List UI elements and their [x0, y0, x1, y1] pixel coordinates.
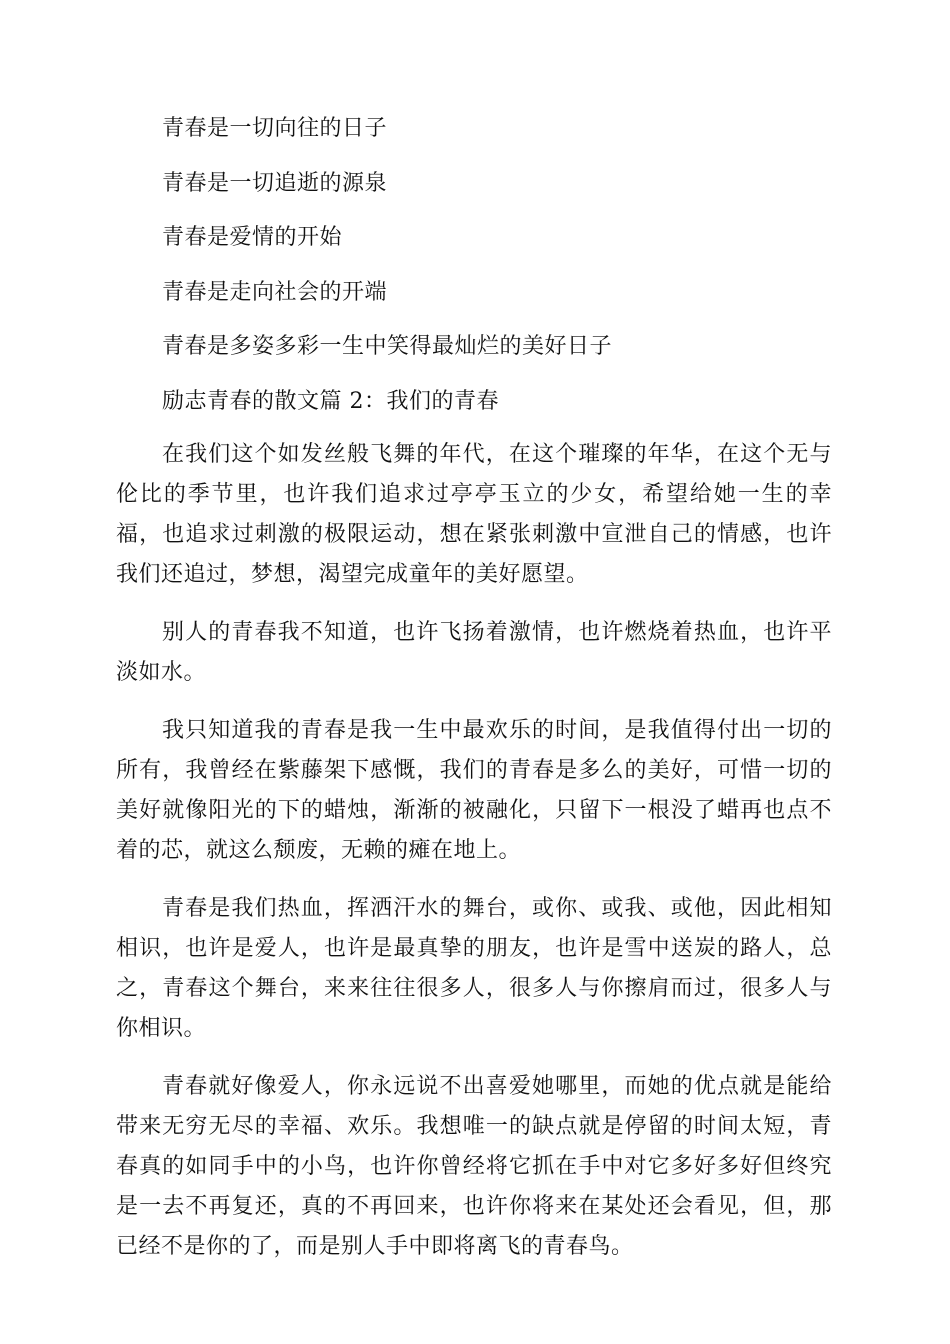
paragraph: 青春就好像爱人，你永远说不出喜爱她哪里，而她的优点就是能给带来无穷无尽的幸福、欢乐。我想唯一的缺点就是停留的时间太短，青春真的如同手中的小鸟，也许你曾经将它抓在手中对它多好多好但终究是一去不再复还，真的不再回来，也许你将来在某处还会看见，但，那已经不是你的了，而是别人手中即将离飞的青春鸟。: [116, 1074, 832, 1259]
poem-line: 青春是爱情的开始: [162, 225, 343, 250]
poem-line: 青春是多姿多彩一生中笑得最灿烂的美好日子: [162, 334, 613, 359]
poem-line: 青春是一切追逝的源泉: [162, 170, 388, 196]
document-body: [116, 108, 832, 1285]
poem-line: 青春是一切向往的日子: [162, 116, 388, 141]
poem-line: 青春是走向社会的开端: [162, 279, 388, 305]
section-heading: 励志青春的散文篇 2：我们的青春: [162, 388, 499, 414]
paragraph: 别人的青春我不知道，也许飞扬着激情，也许燃烧着热血，也许平淡如水。: [116, 620, 832, 685]
paragraph: 在我们这个如发丝般飞舞的年代，在这个璀璨的年华，在这个无与伦比的季节里，也许我们追求过亭亭玉立的少女，希望给她一生的幸福，也追求过刺激的极限运动，想在紧张刺激中宣泄自己的情感，也许我们还追过，梦想，渴望完成童年的美好愿望。: [116, 442, 832, 587]
paragraph: 青春是我们热血，挥洒汗水的舞台，或你、或我、或他，因此相知相识，也许是爱人，也许是最真挚的朋友，也许是雪中送炭的路人，总之，青春这个舞台，来来往往很多人，很多人与你擦肩而过，很多人与你相识。: [116, 896, 832, 1041]
paragraph: 我只知道我的青春是我一生中最欢乐的时间，是我值得付出一切的所有，我曾经在紫藤架下感慨，我们的青春是多么的美好，可惜一切的美好就像阳光的下的蜡烛，渐渐的被融化，只留下一根没了蜡再也点不着的芯，就这么颓废，无赖的瘫在地上。: [116, 718, 832, 863]
